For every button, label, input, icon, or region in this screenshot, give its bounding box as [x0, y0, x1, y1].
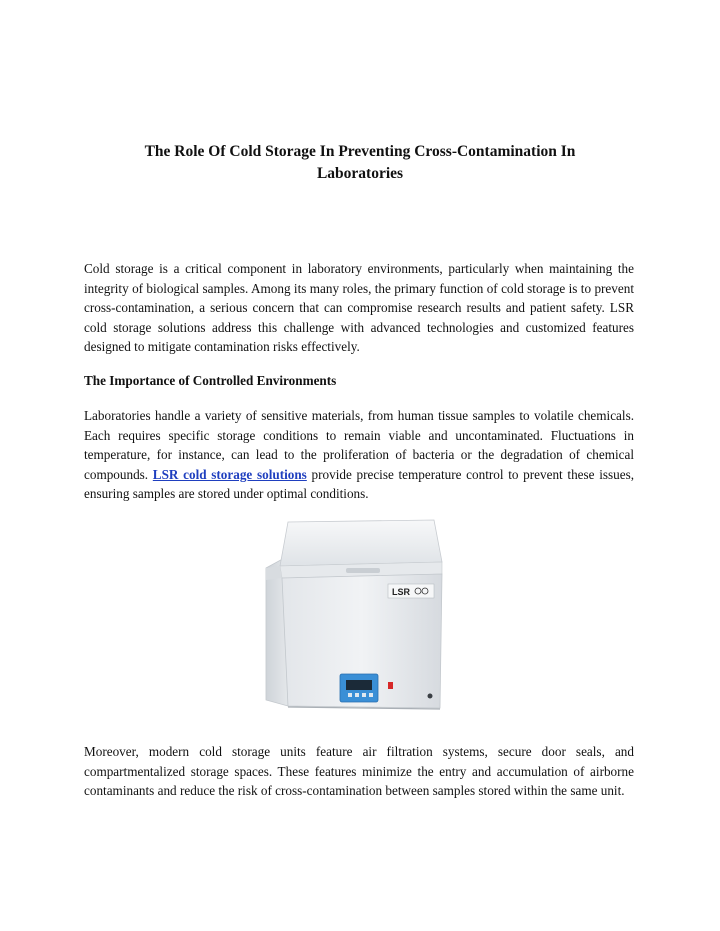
brand-logo-text: LSR	[392, 587, 410, 597]
intro-paragraph: Cold storage is a critical component in laboratory environments, particularly when maintaining the integrity of biological samples. Among its many roles, the primary function of cold storage is to prevent cross-contamination, a serious concern that can compromise research results and patient safety. LSR cold storage solutions address this challenge with advanced technologies and customized features designed to mitigate contamination risks effectively.	[84, 261, 634, 354]
closing-paragraph: Moreover, modern cold storage units feature air filtration systems, secure door seals, and compartmentalized storage spaces. These features minimize the entry and accumulation of airborne contaminants and reduce the risk of cross-contamination between samples stored within the same unit.	[84, 744, 634, 798]
power-indicator	[388, 682, 393, 689]
control-panel	[340, 674, 378, 702]
body-paragraph	[84, 406, 634, 504]
page-title: The Role Of Cold Storage In Preventing Cross-Contamination In Laboratories	[144, 143, 576, 182]
brand-logo	[388, 584, 434, 598]
paragraph-text-before-link: Laboratories handle a variety of sensitive materials, from human tissue samples to volatile chemicals. Each requires specific storage conditions to remain viable and uncontaminated. Fluctuations in temperature, for instance, can lead to the proliferation of bacteria or the degradation of chemical compounds.	[84, 408, 634, 482]
drain-plug	[428, 694, 433, 699]
chest-freezer-icon	[258, 516, 458, 712]
lsr-cold-storage-link[interactable]: LSR cold storage solutions	[152, 466, 307, 482]
freezer-image	[258, 516, 458, 712]
paragraph-text-after-link: provide precise temperature control to prevent these issues, ensuring samples are stored under optimal conditions.	[84, 466, 634, 501]
section-heading: The Importance of Controlled Environments	[84, 373, 337, 388]
